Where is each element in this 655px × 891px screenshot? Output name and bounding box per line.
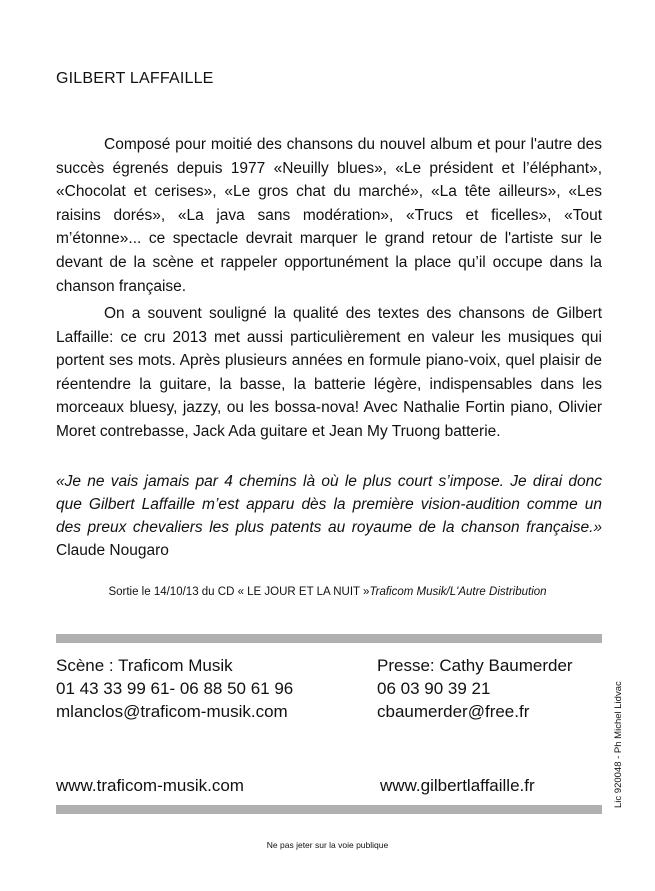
paragraph-music: On a souvent souligné la qualité des textes des chansons de Gilbert Laffaille: ce cru 2013 met aussi particulièrement en valeur les musiques qui portent ses mots. Après plusieurs années en formule piano-voix, quel plaisir de réentendre la guitare, la basse, la batterie légère, indispensables dans les morceaux bluesy, jazzy, ou les bossa-nova! Avec Nathalie Fortin piano, Olivier Moret contrebasse, Jack Ada guitare et Jean My Truong batterie.: [56, 305, 602, 440]
photo-credit: Lic 920048 - Ph Michel Lidvac: [613, 681, 624, 808]
page-title: GILBERT LAFFAILLE: [56, 70, 214, 87]
website-gilbertlaffaille[interactable]: www.gilbertlaffaille.fr: [380, 776, 535, 795]
contact-presse-phone: 06 03 90 39 21: [377, 679, 491, 698]
contact-presse-label: Presse: Cathy Baumerder: [377, 656, 573, 675]
quote-author: Claude Nougaro: [56, 542, 169, 559]
contact-scene-label: Scène : Traficom Musik: [56, 656, 233, 675]
contact-presse-email[interactable]: cbaumerder@free.fr: [377, 702, 530, 721]
footer-note: Ne pas jeter sur la voie publique: [266, 840, 389, 850]
contact-scene-email[interactable]: mlanclos@traficom-musik.com: [56, 702, 288, 721]
paragraph-intro: Composé pour moitié des chansons du nouvel album et pour l'autre des succès égrenés depuis 1977 «Neuilly blues», «Le président et l’éléphant», «Chocolat et cerises», «Le gros chat du marché», «La tête ailleurs», «Les raisins dorés», «La java sans modération», «Trucs et ficelles», «Tout m’étonne»... ce spectacle devrait marquer le grand retour de l'artiste sur le devant de la scène et rappeler opportunément la place qu’il occupe dans la chanson française.: [56, 136, 602, 295]
release-note: [0, 586, 655, 598]
release-text: Sortie le 14/10/13 du CD « LE JOUR ET LA NUIT »: [108, 586, 370, 598]
quote-text: «Je ne vais jamais par 4 chemins là où le plus court s’impose. Je dirai donc que Gilbert Laffaille m’est apparu dès la première vision-audition comme un des preux chevaliers les plus patents au royaume de la chanson française.»: [56, 473, 602, 536]
divider-bar-top: [56, 634, 602, 643]
contact-scene-phone: 01 43 33 99 61- 06 88 50 61 96: [56, 679, 294, 698]
quote-block: [56, 470, 602, 562]
contact-presse: [377, 654, 573, 723]
release-label: Traficom Musik/L'Autre Distribution: [369, 586, 547, 598]
website-traficom[interactable]: www.traficom-musik.com: [56, 776, 244, 795]
divider-bar-bottom: [56, 805, 602, 814]
contact-scene: [56, 654, 293, 723]
